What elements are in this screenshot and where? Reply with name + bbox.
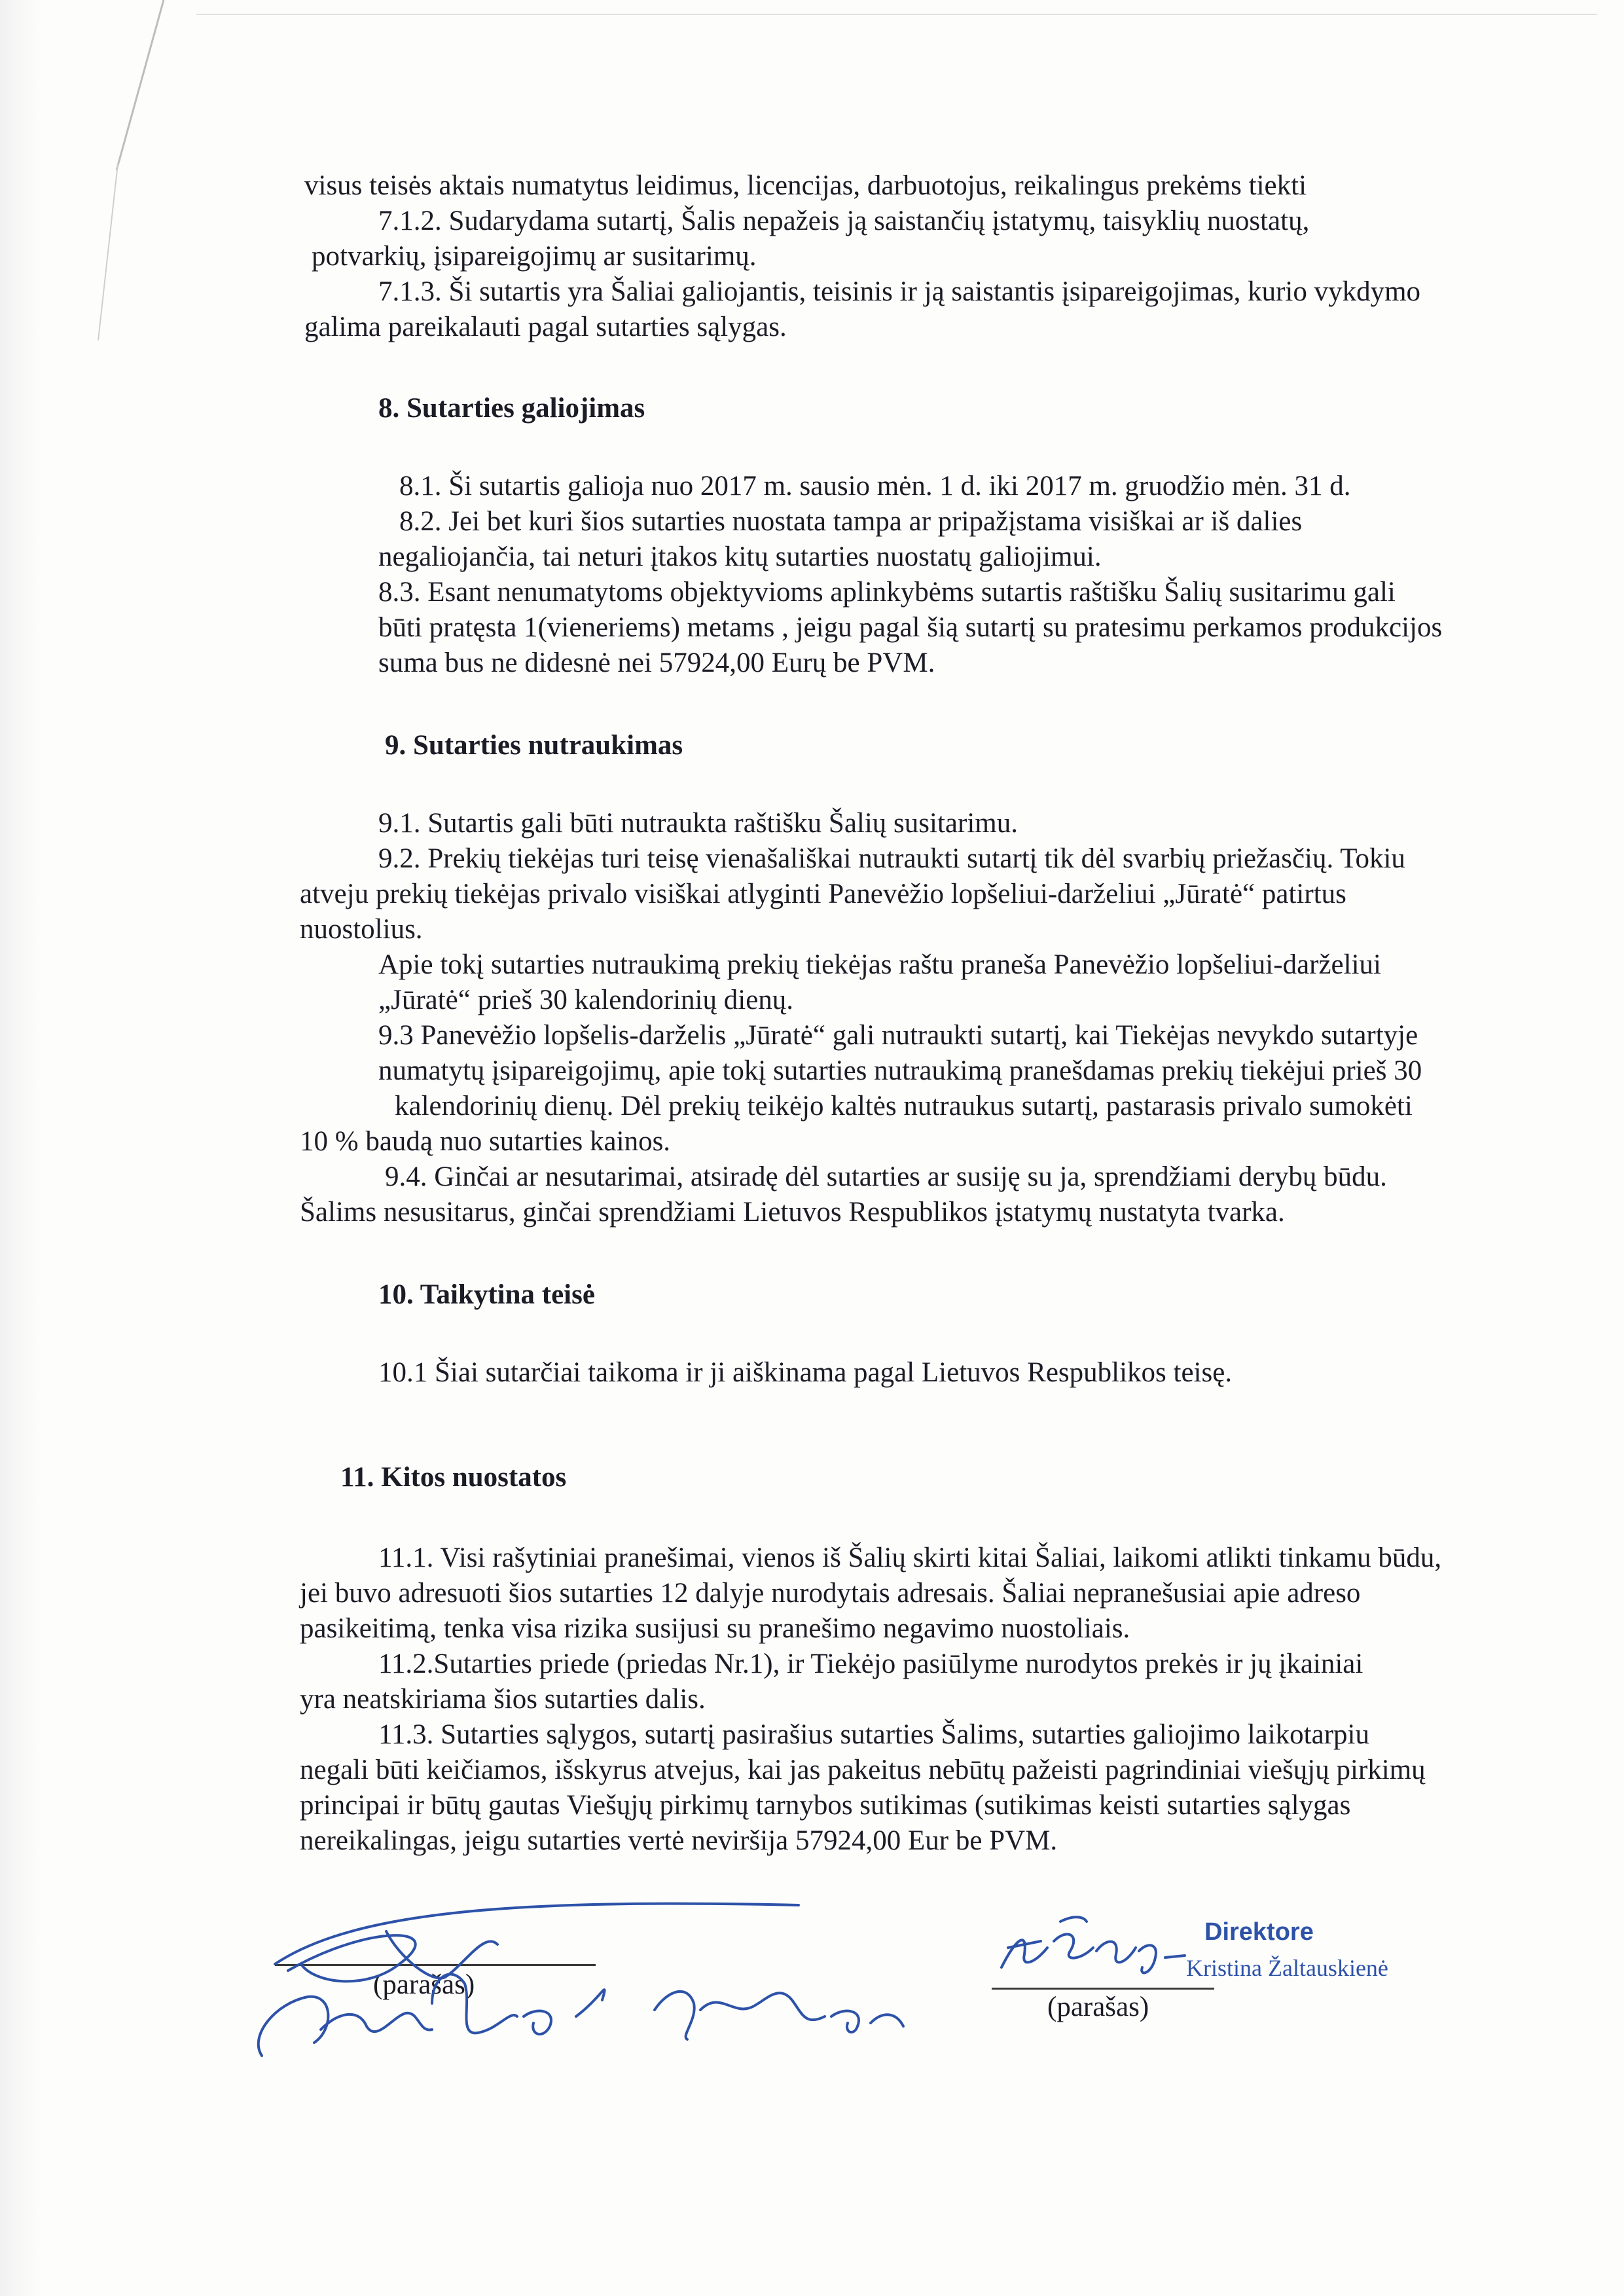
text-line: suma bus ne didesnė nei 57924,00 Eurų be PVM.: [378, 647, 935, 678]
text-line: yra neatskiriama šios sutarties dalis.: [300, 1684, 706, 1715]
text-line: 10.1 Šiai sutarčiai taikoma ir ji aiškinama pagal Lietuvos Respublikos teisę.: [378, 1357, 1233, 1388]
text-line: 9.1. Sutartis gali būti nutraukta raštišku Šalių susitarimu.: [378, 808, 1018, 839]
text-line: 11.2.Sutarties priede (priedas Nr.1), ir Tiekėjo pasiūlyme nurodytos prekės ir jų įkainiai: [378, 1649, 1363, 1679]
stamp-name: Kristina Žaltauskienė: [1186, 1955, 1388, 1981]
left-signature-label: (parašas): [373, 1969, 475, 2000]
left-handwritten-signature: [236, 1886, 956, 2069]
text-line: potvarkių, įsipareigojimų ar susitarimų.: [312, 241, 757, 272]
text-line: 9.3 Panevėžio lopšelis-darželis „Jūratė“ gali nutraukti sutartį, kai Tiekėjas nevykdo sutartyje: [378, 1020, 1418, 1051]
text-line: 8.2. Jei bet kuri šios sutarties nuostata tampa ar pripažįstama visiškai ar iš dalies: [399, 506, 1303, 537]
text-line: 9.2. Prekių tiekėjas turi teisę vienašališkai nutraukti sutartį tik dėl svarbių priežasčių. Tokiu: [378, 843, 1405, 874]
text-line: atveju prekių tiekėjas privalo visiškai atlyginti Panevėžio lopšeliui-darželiui „Jūratė“ patirtus: [300, 879, 1346, 909]
text-line: „Jūratė“ prieš 30 kalendorinių dienų.: [378, 985, 794, 1015]
text-line: 7.1.3. Ši sutartis yra Šaliai galiojantis, teisinis ir ją saistantis įsipareigojimas, kurio vykdymo: [378, 276, 1421, 307]
text-line: galima pareikalauti pagal sutarties sąlygas.: [304, 312, 787, 342]
text-line: kalendorinių dienų. Dėl prekių teikėjo kaltės nutraukus sutartį, pastarasis privalo sumokėti: [395, 1091, 1413, 1121]
section-heading-10: 10. Taikytina teisė: [378, 1279, 595, 1310]
right-handwritten-signature: [988, 1902, 1204, 1980]
text-line: 7.1.2. Sudarydama sutartį, Šalis nepažeis ją saistančių įstatymų, taisyklių nuostatų,: [378, 206, 1310, 236]
text-line: nuostolius.: [300, 914, 423, 945]
text-line: Šalims nesusitarus, ginčai sprendžiami Lietuvos Respublikos įstatymų nustatyta tvarka.: [300, 1197, 1285, 1228]
text-line: 8.1. Ši sutartis galioja nuo 2017 m. sausio mėn. 1 d. iki 2017 m. gruodžio mėn. 31 d.: [399, 471, 1351, 501]
text-line: Apie tokį sutarties nutraukimą prekių tiekėjas raštu praneša Panevėžio lopšeliui-darželiui: [378, 949, 1381, 980]
text-line: jei buvo adresuoti šios sutarties 12 dalyje nurodytais adresais. Šaliai nepranešusiai apie adreso: [300, 1578, 1361, 1609]
section-heading-9: 9. Sutarties nutraukimas: [385, 730, 683, 761]
text-line: 11.3. Sutarties sąlygos, sutartį pasirašius sutarties Šalims, sutarties galiojimo laikotarpiu: [378, 1719, 1369, 1750]
stamp-title: Direktore: [1204, 1918, 1314, 1946]
right-signature-line: [992, 1988, 1214, 1990]
right-signature-label: (parašas): [1047, 1992, 1149, 2022]
text-line: nereikalingas, jeigu sutarties vertė neviršija 57924,00 Eur be PVM.: [300, 1825, 1058, 1856]
text-line: visus teisės aktais numatytus leidimus, licencijas, darbuotojus, reikalingus prekėms tiekti: [304, 170, 1307, 201]
text-line: 9.4. Ginčai ar nesutarimai, atsiradę dėl sutarties ar susiję su ja, sprendžiami derybų būdu.: [385, 1161, 1387, 1192]
section-heading-11: 11. Kitos nuostatos: [340, 1462, 567, 1493]
text-line: negali būti keičiamos, išskyrus atvejus, kai jas pakeitus nebūtų pažeisti pagrindiniai viešųjų pirkimų: [300, 1755, 1426, 1785]
text-line: 8.3. Esant nenumatytoms objektyvioms aplinkybėms sutartis raštišku Šalių susitarimu gali: [378, 577, 1396, 608]
text-line: negaliojančia, tai neturi įtakos kitų sutarties nuostatų galiojimui.: [378, 541, 1102, 572]
text-line: 11.1. Visi rašytiniai pranešimai, vienos iš Šalių skirti kitai Šaliai, laikomi atlikti tinkamu būdu,: [378, 1542, 1442, 1573]
text-line: pasikeitimą, tenka visa rizika susijusi su pranešimo negavimo nuostoliais.: [300, 1613, 1130, 1644]
text-line: numatytų įsipareigojimų, apie tokį sutarties nutraukimą pranešdamas prekių tiekėjui prieš 30: [378, 1055, 1422, 1086]
text-line: principai ir būtų gautas Viešųjų pirkimų tarnybos sutikimas (sutikimas keisti sutarties sąlygas: [300, 1790, 1351, 1821]
text-line: 10 % baudą nuo sutarties kainos.: [300, 1126, 671, 1157]
section-heading-8: 8. Sutarties galiojimas: [378, 393, 645, 424]
text-line: būti pratęsta 1(vieneriems) metams , jeigu pagal šią sutartį su pratesimu perkamos produkcijos: [378, 612, 1443, 643]
